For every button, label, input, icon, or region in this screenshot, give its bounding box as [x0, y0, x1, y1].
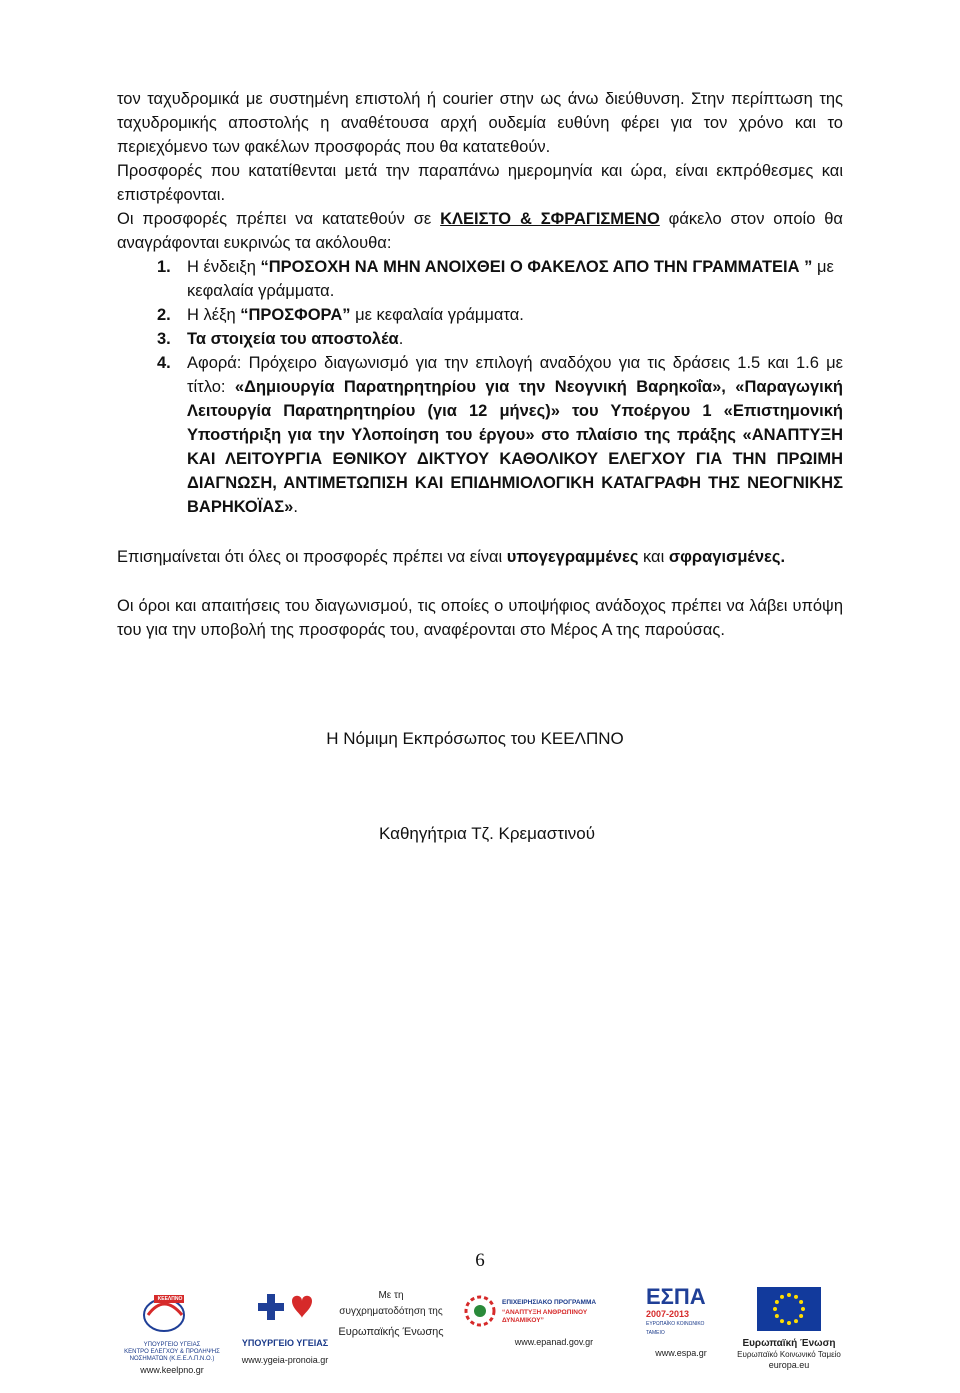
eu-star — [775, 1300, 779, 1304]
eu-star — [801, 1307, 805, 1311]
eu-star — [780, 1295, 784, 1299]
list-number: 1. — [157, 258, 171, 276]
envelope-emphasis: ΚΛΕΙΣΤΟ & ΣΦΡΑΓΙΣΜΕΝΟ — [440, 210, 660, 228]
list-item: 4. Αφορά: Πρόχειρο διαγωνισμό για την επιλογή αναδόχου για τις δράσεις 1.5 και 1.6 με τίτλο: «Δημιουργία Παρατηρητηρίου για την Νεογνική Βαρηκοΐα», «Παραγωγική Λειτουργία Παρατηρητηρίου (για 12 μήνες)» του Υποέργου 1 «Επιστημονική Υποστήριξη για την Υλοποίηση του έργου» στο πλαίσιο της πράξης «ΑΝΑΠΤΥΞΗ ΚΑΙ ΛΕΙΤΟΥΡΓΙΑ ΕΘΝΙΚΟΥ ΔΙΚΤΥΟΥ ΚΑΘΟΛΙΚΟΥ ΕΛΕΓΧΟΥ ΓΙΑ ΤΗΝ ΠΡΩΙΜΗ ΔΙΑΓΝΩΣΗ, ΑΝΤΙΜΕΤΩΠΙΣΗ ΚΑΙ ΕΠΙΔΗΜΙΟΛΟΓΙΚΗ ΚΑΤΑΓΡΑΦΗ ΤΗΣ ΝΕΟΓΝΙΚΗΣ ΒΑΡΗΚΟΪΑΣ». — [117, 351, 843, 519]
eu-star — [794, 1295, 798, 1299]
keelpno-logo: ΚΕΕΛΠΝΟ ΥΠΟΥΡΓΕΙΟ ΥΓΕΙΑΣ ΚΕΝΤΡΟ ΕΛΕΓΧΟΥ & ΠΡΟΛΗΨΗΣ ΝΟΣΗΜΑΤΩΝ (Κ.Ε.Ε.Λ.Π.Ν.Ο.) www.keelpno.gr — [118, 1285, 226, 1375]
eu-star — [799, 1314, 803, 1318]
epanad-emblem-icon — [460, 1293, 500, 1329]
eu-star — [799, 1300, 803, 1304]
paragraph-submission: τον ταχυδρομικά με συστημένη επιστολή ή courier στην ως άνω διεύθυνση. Στην περίπτωση της ταχυδρομικής αποστολής η αναθέτουσα αρχή ουδεμία ευθύνη φέρει για τον χρόνο και το περιεχόμενο των φακέλων προσφοράς που θα κατατεθούν. — [117, 90, 843, 156]
eu-star — [794, 1319, 798, 1323]
epanad-logo: ΕΠΙΧΕΙΡΗΣΙΑΚΟ ΠΡΟΓΡΑΜΜΑ “ΑΝΑΠΤΥΞΗ ΑΝΘΡΩΠΙΝΟΥ ΔΥΝΑΜΙΚΟΥ” www.epanad.gov.gr — [458, 1287, 610, 1375]
ministry-health-logo: ΥΠΟΥΡΓΕΙΟ ΥΓΕΙΑΣ www.ygeia-pronoia.gr — [226, 1285, 344, 1375]
espa-logo: ΕΣΠΑ 2007-2013 ΕΥΡΩΠΑΪΚΟ ΚΟΙΝΩΝΙΚΟ ΤΑΜΕΙΟ www.espa.gr — [640, 1285, 722, 1375]
eu-star — [787, 1321, 791, 1325]
list-number: 3. — [157, 330, 171, 348]
page-number: 6 — [475, 1250, 485, 1271]
eu-star — [775, 1314, 779, 1318]
cofunding-text: Με τη συγχρηματοδότηση της Ευρωπαϊκής Ένωσης — [338, 1290, 444, 1338]
espa-url: www.espa.gr — [655, 1348, 707, 1358]
paragraph-late-offers: Προσφορές που κατατίθενται μετά την παραπάνω ημερομηνία και ώρα, είναι εκπρόθεσμες και επιστρέφονται. — [117, 162, 843, 204]
paragraph-envelope — [117, 207, 843, 255]
envelope-requirements-list — [117, 255, 843, 519]
eu-logo: Ευρωπαϊκή Ένωση Ευρωπαϊκό Κοινωνικό Ταμείο europa.eu — [730, 1285, 848, 1375]
eu-star — [773, 1307, 777, 1311]
keelpno-url: www.keelpno.gr — [140, 1365, 204, 1375]
cross-heart-icon — [226, 1285, 344, 1333]
eu-url: europa.eu — [768, 1360, 810, 1370]
eu-star — [780, 1319, 784, 1323]
list-item: 2. Η λέξη “ΠΡΟΣΦΟΡΑ” με κεφαλαία γράμματα. — [117, 303, 843, 327]
body-text — [117, 87, 843, 519]
signature-name: Καθηγήτρια Τζ. Κρεμαστινού — [378, 824, 595, 843]
epanad-url: www.epanad.gov.gr — [514, 1337, 594, 1347]
ministry-url: www.ygeia-pronoia.gr — [241, 1355, 329, 1365]
eu-star — [787, 1293, 791, 1297]
envelope-text-end: φάκελο στον οποίο θα αναγράφονται ευκρινώς τα ακόλουθα: — [117, 210, 843, 252]
list-number: 2. — [157, 306, 171, 324]
keelpno-emblem-icon — [118, 1285, 226, 1337]
envelope-text-start: Οι προσφορές πρέπει να κατατεθούν σε — [117, 210, 441, 228]
terms-paragraph: Οι όροι και απαιτήσεις του διαγωνισμού, τις οποίες ο υποψήφιος ανάδοχος πρέπει να λάβει υπόψη του για την υποβολή της προσφοράς του, αναφέρονται στο Μέρος Α της παρούσας. — [117, 597, 843, 639]
footer-logos — [118, 1285, 848, 1375]
list-number: 4. — [157, 354, 171, 372]
list-item: 3. Τα στοιχεία του αποστολέα. — [117, 327, 843, 351]
keelpno-brand-text: ΚΕΕΛΠΝΟ — [157, 1296, 183, 1302]
signature-note: Επισημαίνεται ότι όλες οι προσφορές πρέπει να είναι υπογεγραμμένες και σφραγισμένες. — [117, 548, 786, 566]
list-item: 1. Η ένδειξη “ΠΡΟΣΟΧΗ ΝΑ ΜΗΝ ΑΝΟΙΧΘΕΙ Ο ΦΑΚΕΛΟΣ ΑΠΟ ΤΗΝ ΓΡΑΜΜΑΤΕΙΑ ” με κεφαλαία γράμματα. — [117, 255, 843, 303]
signature-role: Η Νόμιμη Εκπρόσωπος του ΚΕΕΛΠΝΟ — [326, 729, 624, 748]
eu-flag-icon — [730, 1285, 848, 1333]
